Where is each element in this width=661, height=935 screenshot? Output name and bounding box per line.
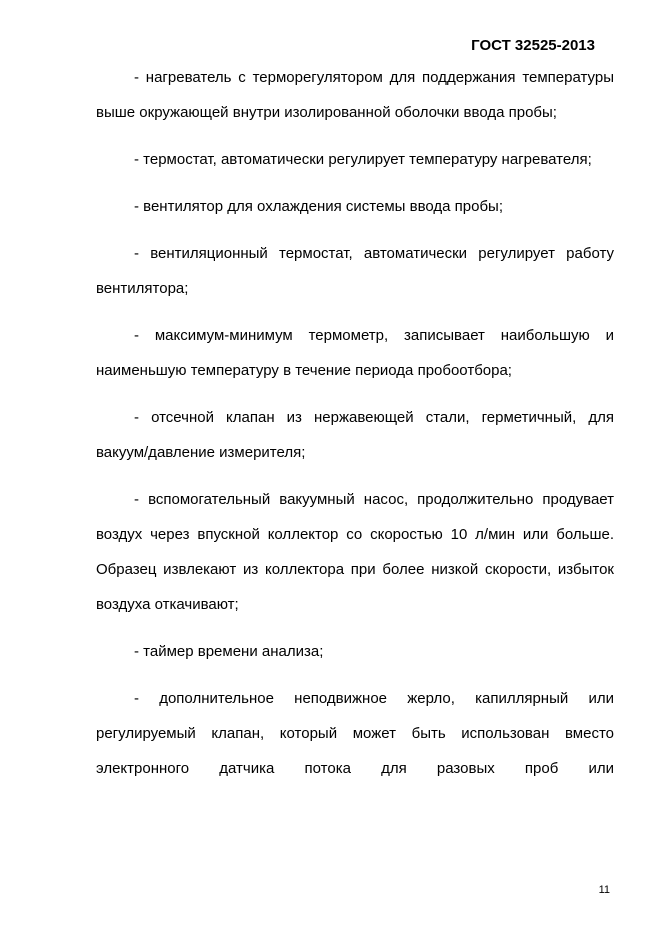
list-item: - таймер времени анализа; <box>134 643 324 660</box>
list-item: - вентиляционный термостат, автоматически регулирует работу вентилятора; <box>96 245 614 297</box>
document-code-header: ГОСТ 32525-2013 <box>471 37 595 54</box>
page-number: 11 <box>598 884 610 896</box>
document-body <box>96 60 614 798</box>
list-item: - отсечной клапан из нержавеющей стали, герметичный, для вакуум/давление измерителя; <box>96 409 614 461</box>
list-item: - максимум-минимум термометр, записывает наибольшую и наименьшую температуру в течение периода пробоотбора; <box>96 327 614 379</box>
list-item: - вспомогательный вакуумный насос, продолжительно продувает воздух через впускной коллектор со скоростью 10 л/мин или больше. Образец извлекают из коллектора при более низкой скорости, избыток воздуха откачивают; <box>96 491 614 613</box>
list-item: - термостат, автоматически регулирует температуру нагревателя; <box>134 151 592 168</box>
list-item: - дополнительное неподвижное жерло, капиллярный или регулируемый клапан, который может быть использован вместо электронного датчика потока для разовых проб или <box>96 690 614 777</box>
list-item: - нагреватель с терморегулятором для поддержания температуры выше окружающей внутри изолированной оболочки ввода пробы; <box>96 69 614 121</box>
list-item: - вентилятор для охлаждения системы ввода пробы; <box>134 198 503 215</box>
